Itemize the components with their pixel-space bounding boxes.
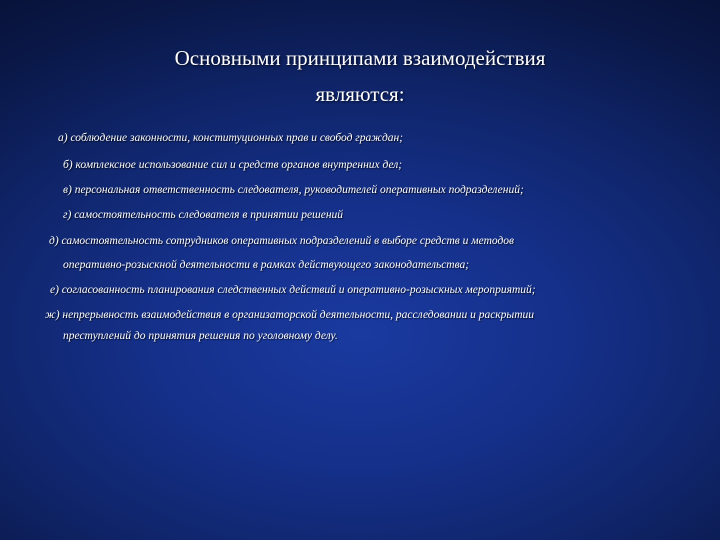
principle-item-b: б) комплексное использование сил и средств органов внутренних дел; bbox=[63, 159, 403, 171]
principle-item-g: г) самостоятельность следователя в принятии решений bbox=[63, 209, 344, 221]
slide-title-continuation: являются: bbox=[315, 82, 405, 106]
principle-item-d-continuation: оперативно-розыскной деятельности в рамках действующего законодательства; bbox=[63, 259, 470, 271]
principle-item-e: е) согласованность планирования следственных действий и оперативно-розыскных мероприятий; bbox=[50, 284, 536, 296]
principle-item-zh: ж) непрерывность взаимодействия в организаторской деятельности, расследовании и раскрытии bbox=[45, 309, 535, 321]
principle-item-a: а) соблюдение законности, конституционных прав и свобод граждан; bbox=[58, 132, 404, 144]
principle-item-zh-continuation: преступлений до принятия решения по уголовному делу. bbox=[63, 330, 338, 342]
slide-title: Основными принципами взаимодействия bbox=[174, 46, 546, 70]
principle-item-v: в) персональная ответственность следователя, руководителей оперативных подразделений; bbox=[63, 184, 524, 196]
principle-item-d: д) самостоятельность сотрудников оперативных подразделений в выборе средств и методов bbox=[49, 235, 515, 247]
